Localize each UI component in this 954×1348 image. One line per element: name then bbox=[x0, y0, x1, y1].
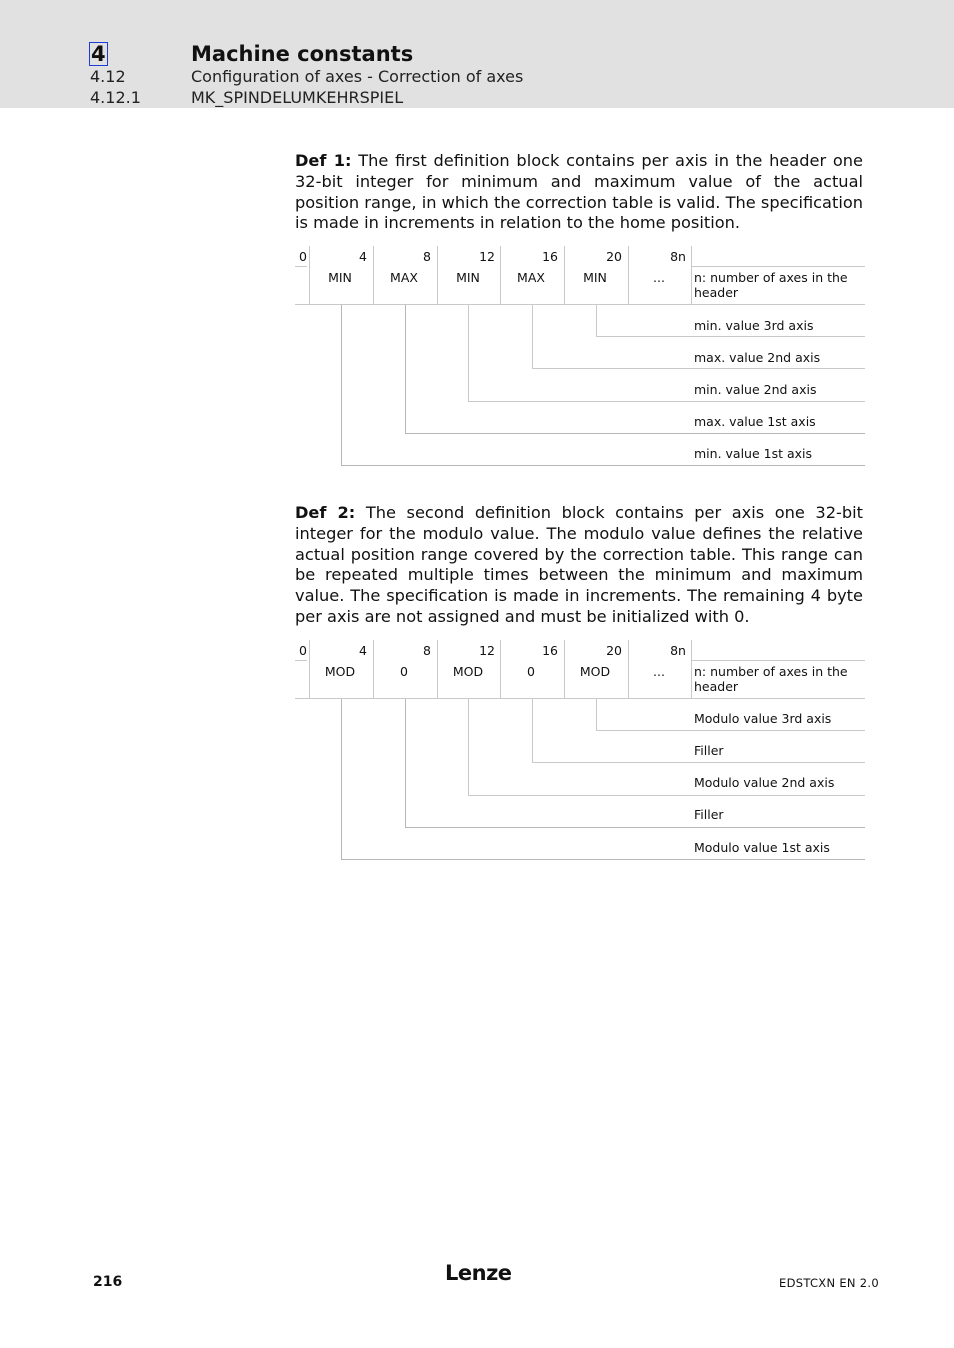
grid-line bbox=[500, 246, 501, 304]
leader-label: Filler bbox=[694, 743, 724, 758]
chapter-number[interactable]: 4 bbox=[91, 42, 106, 66]
leader-label: Filler bbox=[694, 807, 724, 822]
grid-line bbox=[295, 698, 865, 699]
def2-text: The second definition block contains per axis one 32-bit integer for the modulo value. The modulo value defines the relative actual position range covered by the correction table. This range can be repeated multiple times between the minimum and maximum value. The specification is made in increments. The remaining 4 byte per axis are not assigned and must be initialized with 0. bbox=[295, 503, 863, 626]
field-cell: ... bbox=[653, 664, 665, 679]
def1-paragraph bbox=[295, 151, 863, 234]
leader-line bbox=[532, 368, 865, 369]
leader-line bbox=[596, 305, 597, 336]
leader-label: max. value 1st axis bbox=[694, 414, 816, 429]
leader-label: Modulo value 3rd axis bbox=[694, 711, 832, 726]
field-cell: MAX bbox=[390, 270, 418, 285]
offset-label: 8 bbox=[423, 643, 431, 658]
field-cell: ... bbox=[653, 270, 665, 285]
grid-line bbox=[500, 640, 501, 698]
leader-line bbox=[405, 827, 865, 828]
leader-label: min. value 2nd axis bbox=[694, 382, 817, 397]
leader-line bbox=[596, 336, 865, 337]
chapter-title: Machine constants bbox=[191, 42, 414, 66]
grid-line bbox=[691, 660, 865, 661]
def1-text: The first definition block contains per axis in the header one 32-bit integer for minimum and maximum value of the actual position range, in which the correction table is valid. The specification is made in increments in relation to the home position. bbox=[295, 151, 863, 233]
field-cell: 0 bbox=[527, 664, 535, 679]
leader-label: min. value 1st axis bbox=[694, 446, 813, 461]
grid-line bbox=[309, 640, 310, 698]
field-cell: MIN bbox=[328, 270, 352, 285]
section-number: 4.12 bbox=[90, 67, 126, 86]
offset-label: 12 bbox=[479, 643, 495, 658]
field-cell: MIN bbox=[456, 270, 480, 285]
grid-line bbox=[295, 266, 307, 267]
grid-line bbox=[628, 640, 629, 698]
document-code: EDSTCXN EN 2.0 bbox=[779, 1276, 879, 1290]
grid-line bbox=[309, 246, 310, 304]
def2-label: Def 2: bbox=[295, 503, 356, 522]
subsection-number: 4.12.1 bbox=[90, 88, 141, 107]
page-header bbox=[0, 0, 954, 108]
offset-label: 4 bbox=[359, 249, 367, 264]
offset-label: 20 bbox=[606, 643, 622, 658]
leader-line bbox=[405, 433, 865, 434]
leader-line bbox=[532, 699, 533, 762]
grid-line bbox=[691, 640, 692, 698]
grid-line bbox=[691, 246, 692, 304]
leader-line bbox=[596, 699, 597, 730]
grid-line bbox=[437, 246, 438, 304]
leader-line bbox=[596, 730, 865, 731]
def2-paragraph bbox=[295, 503, 863, 628]
n-description: n: number of axes in the header bbox=[694, 664, 848, 694]
def1-label: Def 1: bbox=[295, 151, 352, 170]
field-cell: MOD bbox=[452, 664, 484, 679]
offset-label: 0 bbox=[299, 643, 307, 658]
leader-line bbox=[468, 305, 469, 401]
subsection-title: MK_SPINDELUMKEHRSPIEL bbox=[191, 88, 404, 107]
grid-line bbox=[564, 246, 565, 304]
field-cell: MOD bbox=[579, 664, 611, 679]
leader-label: max. value 2nd axis bbox=[694, 350, 821, 365]
offset-label: 16 bbox=[542, 249, 558, 264]
page-number: 216 bbox=[93, 1274, 123, 1290]
leader-label: Modulo value 1st axis bbox=[694, 840, 830, 855]
field-cell: MIN bbox=[583, 270, 607, 285]
offset-label: 8n bbox=[670, 249, 686, 264]
offset-label: 16 bbox=[542, 643, 558, 658]
leader-line bbox=[341, 699, 342, 859]
field-cell: 0 bbox=[400, 664, 408, 679]
offset-label: 8 bbox=[423, 249, 431, 264]
leader-line bbox=[405, 699, 406, 827]
field-cell: MOD bbox=[324, 664, 356, 679]
n-description: n: number of axes in the header bbox=[694, 270, 848, 300]
leader-line bbox=[341, 305, 342, 465]
def2-diagram bbox=[295, 638, 865, 868]
grid-line bbox=[564, 640, 565, 698]
offset-label: 0 bbox=[299, 249, 307, 264]
offset-label: 20 bbox=[606, 249, 622, 264]
lenze-logo: Lenze bbox=[445, 1261, 512, 1285]
section-title: Configuration of axes - Correction of axes bbox=[191, 67, 524, 86]
grid-line bbox=[628, 246, 629, 304]
leader-line bbox=[468, 795, 865, 796]
grid-line bbox=[691, 266, 865, 267]
leader-line bbox=[468, 401, 865, 402]
grid-line bbox=[295, 660, 307, 661]
grid-line bbox=[295, 304, 865, 305]
offset-label: 8n bbox=[670, 643, 686, 658]
grid-line bbox=[373, 640, 374, 698]
leader-line bbox=[532, 762, 865, 763]
grid-line bbox=[373, 246, 374, 304]
leader-line bbox=[341, 859, 865, 860]
offset-label: 12 bbox=[479, 249, 495, 264]
leader-line bbox=[468, 699, 469, 795]
leader-line bbox=[532, 305, 533, 368]
leader-label: min. value 3rd axis bbox=[694, 318, 814, 333]
leader-line bbox=[405, 305, 406, 433]
leader-label: Modulo value 2nd axis bbox=[694, 775, 835, 790]
def1-diagram bbox=[295, 244, 865, 474]
leader-line bbox=[341, 465, 865, 466]
field-cell: MAX bbox=[517, 270, 545, 285]
grid-line bbox=[437, 640, 438, 698]
offset-label: 4 bbox=[359, 643, 367, 658]
